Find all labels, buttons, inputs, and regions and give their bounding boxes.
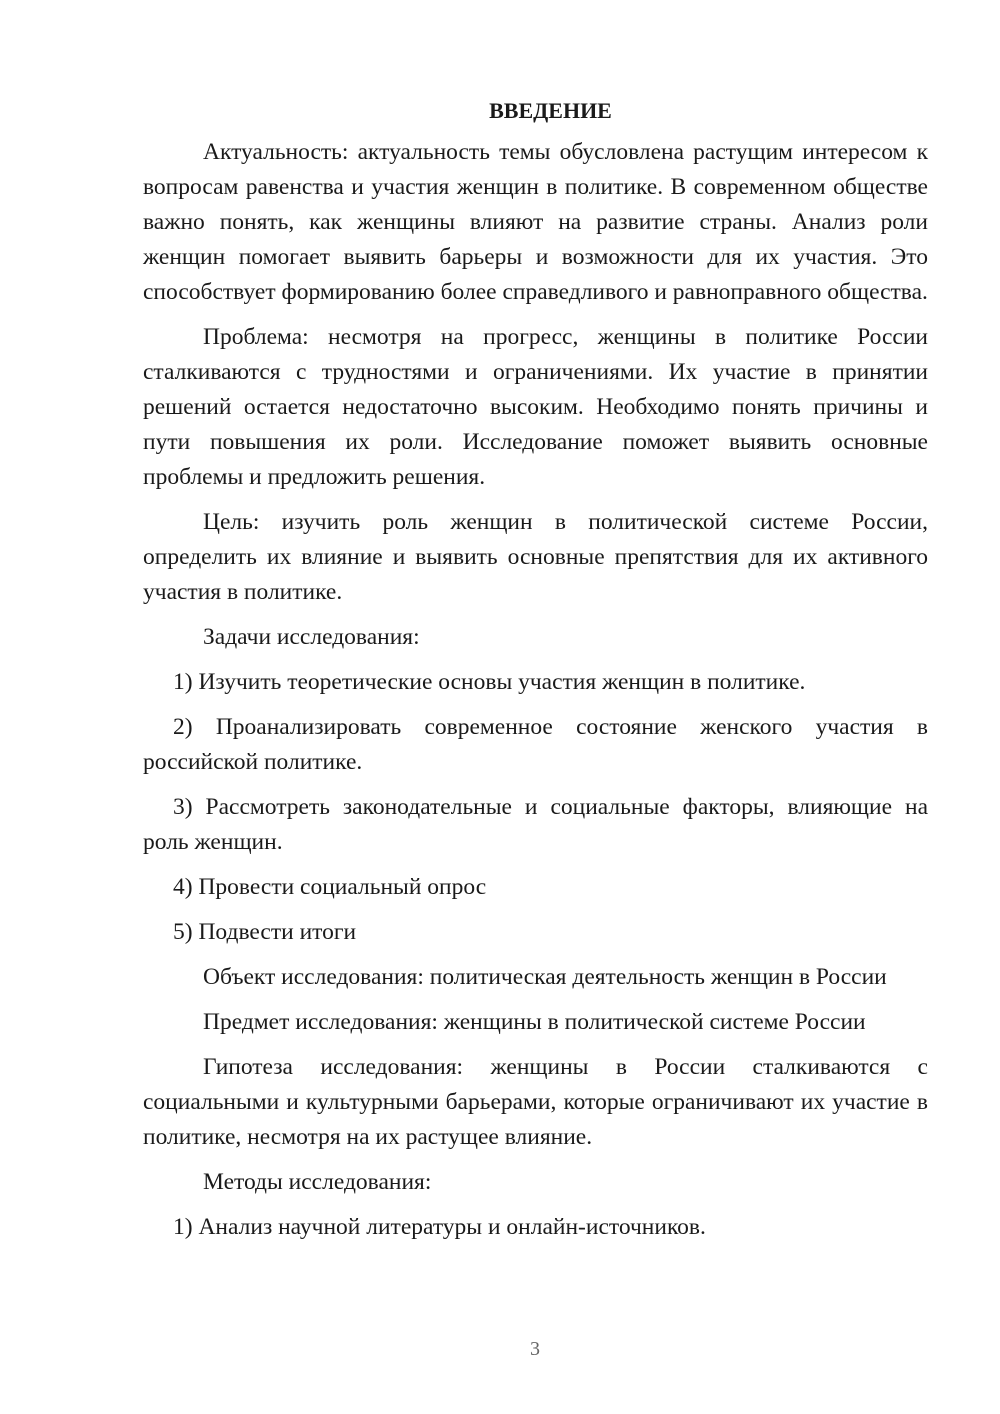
paragraph-relevance: Актуальность: актуальность темы обусловлена растущим интересом к вопросам равенства и участия женщин в политике. В современном обществе важно понять, как женщины влияют на развитие страны. Анализ роли женщин помогает выявить барьеры и возможности для их участия. Это способствует формированию более справедливого и равноправного общества. [143, 139, 928, 305]
page-body [143, 96, 928, 1245]
tasks-heading: Задачи исследования: [203, 624, 420, 650]
task-item-5: 5) Подвести итоги [173, 919, 357, 945]
research-hypothesis: Гипотеза исследования: женщины в России сталкиваются с социальными и культурными барьерами, которые ограничивают их участие в политике, несмотря на их растущее влияние. [143, 1054, 928, 1150]
task-item-2: 2) Проанализировать современное состояние женского участия в российской политике. [143, 714, 928, 775]
page-number: 3 [530, 1338, 540, 1360]
task-item-1: 1) Изучить теоретические основы участия женщин в политике. [173, 669, 806, 695]
paragraph-problem: Проблема: несмотря на прогресс, женщины в политике России сталкиваются с трудностями и ограничениями. Их участие в принятии решений остается недостаточно высоким. Необходимо понять причины и пути повышения их роли. Исследование поможет выявить основные проблемы и предложить решения. [143, 324, 928, 490]
method-item-1: 1) Анализ научной литературы и онлайн-источников. [173, 1214, 706, 1240]
paragraph-goal: Цель: изучить роль женщин в политической системе России, определить их влияние и выявить основные препятствия для их активного участия в политике. [143, 509, 928, 605]
page-title: ВВЕДЕНИЕ [489, 98, 612, 123]
task-item-3: 3) Рассмотреть законодательные и социальные факторы, влияющие на роль женщин. [143, 794, 928, 855]
research-object: Объект исследования: политическая деятельность женщин в России [203, 964, 887, 990]
methods-heading: Методы исследования: [203, 1169, 432, 1195]
research-subject: Предмет исследования: женщины в политической системе России [203, 1009, 866, 1035]
task-item-4: 4) Провести социальный опрос [173, 874, 487, 900]
